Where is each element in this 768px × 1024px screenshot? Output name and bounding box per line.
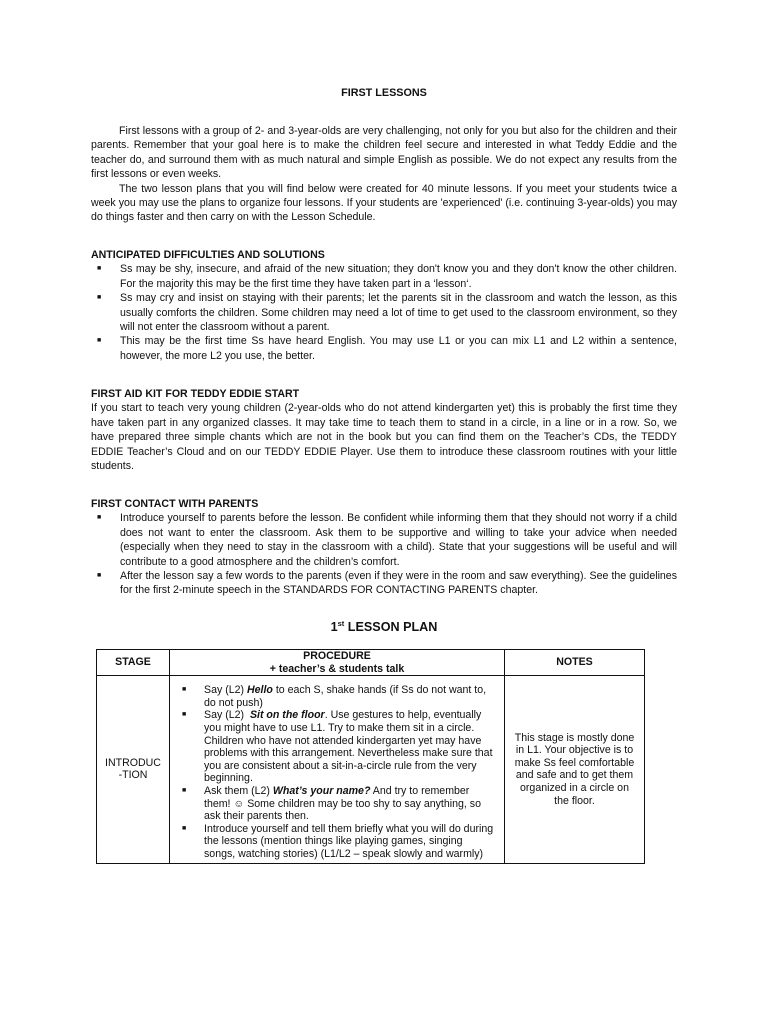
- list-item: ■ Introduce yourself to parents before the lesson. Be confident while informing them that they should not worry if a child does not want to enter the classroom. Ask them to be supportive and willing to take your advice when needed (especially when they need to stay in the classroom with a child). State that your suggestions will be useful and will contribute to a good atmosphere and the children’s comfort.: [97, 512, 677, 568]
- procedure-list: [178, 684, 496, 860]
- list-item: ■ Ask them (L2) What’s your name? And try to remember them! ☺ Some children may be too shy to say anything, so ask their parents then.: [182, 784, 481, 823]
- stage-header: STAGE: [97, 650, 170, 676]
- list-item: ■ Ss may cry and insist on staying with their parents; let the parents sit in the classroom and watch the lesson, as this usually comforts the children. Some children may need a lot of time to get used to the classroom environment, so they will not enter the classroom without a parent.: [97, 292, 677, 334]
- bullet-icon: ■: [97, 572, 102, 580]
- procedure-header: PROCEDURE + teacher’s & students talk: [170, 650, 505, 676]
- section-text: If you start to teach very young children (2-year-olds who do not attend kindergarten yet) this is probably the first time they have taken part in any organized classes. It may take time to teach them to stand in a circle, in a line or in a row. So, we have prepared three simple chants which are not in the book but you can find them on the Teacher’s CDs, the TEDDY EDDIE Teacher’s Cloud and on our TEDDY EDDIE Player. Use them to introduce these classroom routines with your little students.: [91, 402, 677, 473]
- bullet-icon: ■: [97, 265, 102, 273]
- section-heading: FIRST CONTACT WITH PARENTS: [91, 498, 259, 510]
- page-title: FIRST LESSONS: [341, 87, 427, 99]
- list-item: ■ Say (L2) Sit on the floor. Use gestures to help, eventually you might have to use L1. Try to make them sit in a circle. Children who have not attended kindergarten yet may have problems with this arrangement. Nevertheless make sure that you are consistent about a sit-in-a-circle rule from the very beginning.: [182, 709, 493, 785]
- intro-text: [91, 124, 677, 225]
- list-item: ■ Say (L2) Hello to each S, shake hands (if Ss do not want to, do not push): [182, 684, 487, 709]
- section-heading: FIRST AID KIT FOR TEDDY EDDIE START: [91, 388, 300, 400]
- parents-section: [91, 497, 677, 598]
- table-row: [97, 676, 645, 863]
- difficulties-section: [91, 248, 677, 363]
- stage-cell: INTRODUC -TION: [97, 676, 170, 863]
- bullet-icon: ■: [97, 337, 102, 345]
- procedure-cell: [170, 676, 505, 863]
- intro-paragraph: First lessons with a group of 2- and 3-year-olds are very challenging, not only for you but also for the children and their parents. Remember that your goal here is to make the children feel secure and interested in what Teddy Eddie and the teacher do, and surround them with as much natural and simple English as possible. We do not expect any results from the first lessons or even weeks.: [91, 125, 677, 181]
- bullet-icon: ■: [182, 686, 187, 694]
- list-item: ■ Ss may be shy, insecure, and afraid of the new situation; they don't know you and they don't know the other children. For the majority this may be the first time they have taken part in a ‘lesson‘.: [97, 263, 677, 290]
- bullet-icon: ■: [97, 294, 102, 302]
- bullet-icon: ■: [182, 824, 187, 832]
- list-item: ■ This may be the first time Ss have heard English. You may use L1 or you can mix L1 and L2 within a sentence, however, the more L2 you use, the better.: [97, 335, 677, 362]
- section-heading: ANTICIPATED DIFFICULTIES AND SOLUTIONS: [91, 249, 325, 261]
- intro-paragraph: The two lesson plans that you will find below were created for 40 minute lessons. If you meet your students twice a week you may use the plans to organize four lessons. If your students are 'experienced' (i.e. continuing 3-year-olds) you may do things faster and then carry on with the Lesson Schedule.: [91, 182, 677, 224]
- notes-header: NOTES: [505, 650, 645, 676]
- lesson-plan-table: [96, 649, 645, 864]
- bullet-icon: ■: [182, 711, 187, 719]
- difficulties-list: [91, 262, 677, 363]
- bullet-icon: ■: [97, 514, 102, 522]
- table-header-row: [97, 650, 645, 676]
- bullet-icon: ■: [182, 786, 187, 794]
- list-item: ■ Introduce yourself and tell them briefly what you will do during the lessons (mention things like playing games, singing songs, watching stories) (L1/L2 – speak slowly and warmly): [182, 822, 494, 860]
- list-item: ■ After the lesson say a few words to the parents (even if they were in the room and saw everything). See the guidelines for the first 2-minute speech in the STANDARDS FOR CONTACTING PARENTS chapter.: [97, 570, 677, 597]
- parents-list: [91, 511, 677, 597]
- lesson-plan-title: 1st LESSON PLAN: [330, 619, 438, 635]
- notes-cell: This stage is mostly done in L1. Your objective is to make Ss feel comfortable and safe and to get them organized in a circle on the floor.: [505, 676, 645, 863]
- first-aid-section: [91, 387, 677, 473]
